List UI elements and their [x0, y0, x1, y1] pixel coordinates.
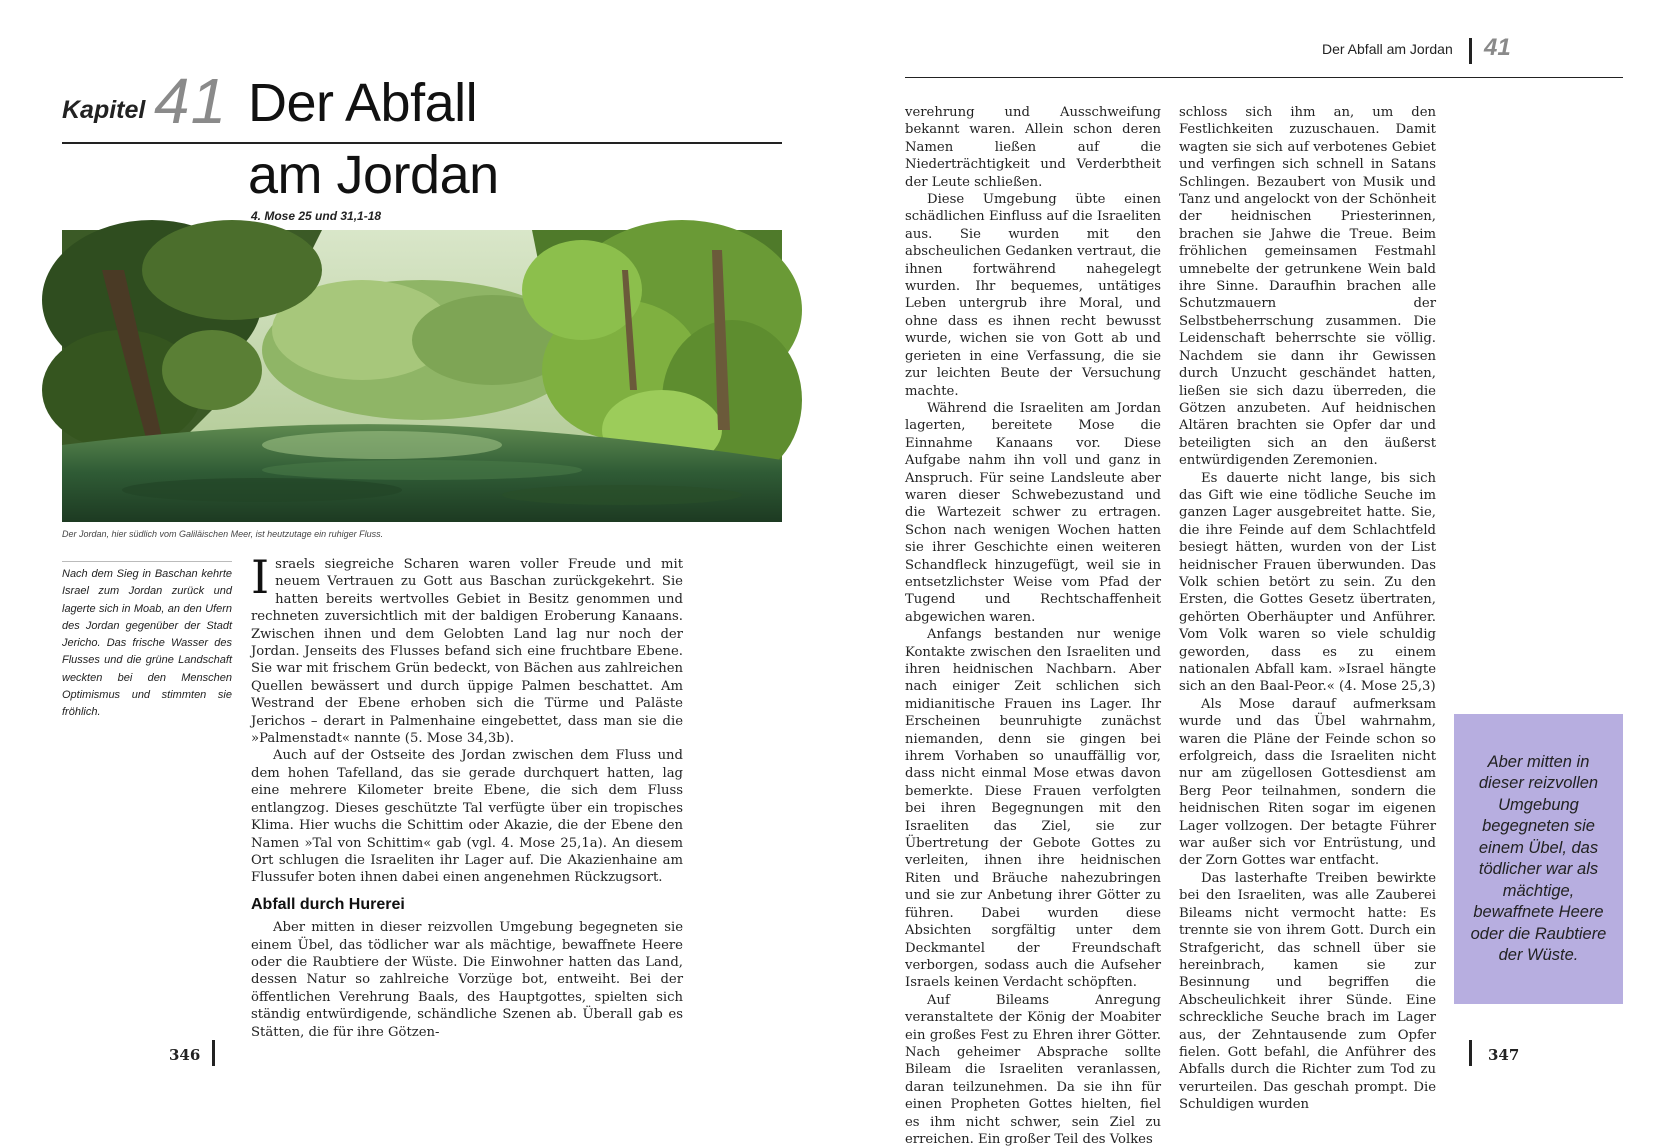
paragraph: schloss sich ihm an, um den Festlichkeiten zuzuschauen. Damit wagten sie sich auf verbotenes Gebiet und verfingen sich schnell in Satans Schlingen. Bezaubert von Musik und Tanz und angelockt von der Schönheit der heidnischen Priesterinnen, brachen sie Jahwe die Treue. Beim fröhlichen gemeinsamen Festmahl umnebelte der getrunkene Wein bald ihre Sinne. Daraufhin brachen alle Schutzmauern der Selbstbeherrschung zusammen. Die Leidenschaft beherrschte sie völlig. Nachdem sie dann ihr Gewissen durch Unzucht geschändet hatten, ließen sie sich dazu überreden, die Götzen anzubeten. Auf heidnischen Altären brachten sie Opfer dar und beteiligten sich an den äußerst entwürdigenden Zeremonien.	[1179, 105, 1436, 469]
chapter-title-line1: Der Abfall	[248, 73, 478, 133]
paragraph: Während die Israeliten am Jordan lagerten, bereitete Mose die Einnahme Kanaans vor. Diese Aufgabe nahm ihn voll und ganz in Anspruch. Für seine Landsleute aber waren dieser Schwebezustand und die Wartezeit schwer zu ertragen. Schon nach wenigen Wochen hatten sie ihrer Geschichte einen weiteren Schandfleck hinzugefügt, weil sie in entsetzlichster Weise vom Pfad der Tugend und Rechtschaffenheit abgewichen waren.	[905, 400, 1161, 625]
paragraph: Das lasterhafte Treiben bewirkte bei den Israeliten, was alle Zauberei Bileams nicht vermocht hatte: Es trennte sie von ihrem Gott. Durch ein Strafgericht, das schnell über sie hereinbrach, kamen sie zur Besinnung und begriffen die Abscheulichkeit ihrer Sünde. Eine schreckliche Seuche brach im Lager aus, der Zehntausende zum Opfer fielen. Gott befahl, die Anführer des Abfalls durch die Richter zum Tod zu verurteilen. Das geschah prompt. Die Schuldigen wurden	[1179, 870, 1436, 1113]
paragraph: verehrung und Ausschweifung bekannt waren. Allein schon deren Namen ließen auf die Niederträchtigkeit und Verderbtheit der Leute schließen.	[905, 105, 1161, 190]
chapter-label: Kapitel	[62, 96, 146, 124]
page-number-left: 346	[169, 1046, 201, 1064]
pull-quote-text: Aber mitten in dieser reizvollen Umgebung begegneten sie einem Übel, das tödlicher war als mächtige, bewaffnete Heere oder die Raubtiere der Wüste.	[1470, 752, 1607, 964]
paragraph: Anfangs bestanden nur wenige Kontakte zwischen den Israeliten und ihren heidnischen Nachbarn. Aber nach einiger Zeit schlichen sich midianitische Frauen ins Lager. Ihr Erscheinen beunruhigte zunächst niemanden, denn sie gingen bei ihrem Vorhaben so unauffällig vor, dass nicht einmal Mose etwas davon bemerkte. Diese Frauen verfolgten bei ihren Begegnungen mit den Israeliten das Ziel, sie zur Übertretung der Gebote Gottes zu verleiten, ihnen ihre heidnischen Riten und Bräuche nahezubringen und sie zur Anbetung ihrer Götter zu führen. Dabei wurden diese Absichten sorgfältig unter dem Deckmantel der Freundschaft verborgen, sodass auch die Aufseher Israels keinen Verdacht schöpften.	[905, 627, 1161, 991]
paragraph: Als Mose darauf aufmerksam wurde und das Übel wahrnahm, waren die Pläne der Feinde schon so erfolgreich, dass die Israeliten nicht nur am zügellosen Gottesdienst am Berg Peor teilnahmen, sondern die heidnischen Riten sogar im eigenen Lager vollzogen. Der betagte Führer war außer sich vor Entrüstung, und der Zorn Gottes war entfacht.	[1179, 696, 1436, 869]
paragraph: Aber mitten in dieser reizvollen Umgebung begegneten sie einem Übel, das tödlicher war als mächtige, bewaffnete Heere oder die Raubtiere der Wüste. Die Einwohner hatten das Land, dessen Natur so zahlreiche Vorzüge bot, entweiht. Bei der öffentlichen Verehrung Baals, des Hauptgottes, spielten sich ständig entwürdigende, schändliche Szenen ab. Überall gab es Stätten, die für ihre Götzen-	[251, 920, 683, 1040]
page-number-right: 347	[1488, 1046, 1520, 1064]
opening-paragraph	[251, 550, 683, 747]
running-head: Der Abfall am Jordan	[1322, 41, 1453, 57]
photo-caption: Der Jordan, hier südlich vom Galiläischen Meer, ist heutzutage ein ruhiger Fluss.	[62, 529, 384, 539]
section-subheading: Abfall durch Hurerei	[251, 895, 405, 913]
page-number-bar	[212, 1040, 215, 1066]
paragraph: Es dauerte nicht lange, bis sich das Gift wie eine tödliche Seuche im ganzen Lager ausgebreitet hatte. Sie, die ihre Feinde auf dem Schlachtfeld besiegt hätten, wurden von der List heidnischer Frauen überwunden. Das Volk schien betört zu sein. Zu den Ersten, die Gottes Gesetz übertraten, gehörten Oberhäupter und Anführer. Vom Volk waren so viele schuldig geworden, dass es zu einem nationalen Abfall kam. »Israel hängte sich an den Baal-Peor.« (4. Mose 25,3)	[1179, 470, 1436, 695]
running-head-bar	[1469, 38, 1472, 64]
chapter-intro: Nach dem Sieg in Baschan kehrte Israel zum Jordan zurück und lagerte sich in Moab, an den Ufern des Jordan gegenüber der Stadt Jericho. Das frische Wasser des Flusses und die grüne Landschaft weckten bei den Menschen Optimismus und stimmten sie fröhlich.	[62, 568, 232, 719]
intro-divider	[62, 561, 232, 562]
running-chapter-number: 41	[1484, 34, 1511, 61]
right-column-1	[905, 104, 1161, 1147]
header-divider	[905, 77, 1623, 78]
paragraph: Auf Bileams Anregung veranstaltete der König der Moabiter ein großes Fest zu Ehren ihrer Götter. Nach geheimer Absprache sollte Bileam die Israeliten veranlassen, daran teilzunehmen. Da sie ihn für einen Propheten Gottes hielten, fiel es ihm nicht schwer, sein Ziel zu erreichen. Ein großer Teil des Volkes	[905, 992, 1161, 1147]
chapter-number: 41	[154, 65, 228, 137]
page-number-bar	[1469, 1040, 1472, 1066]
jordan-river-photo	[62, 230, 782, 522]
chapter-heading	[62, 65, 782, 205]
scripture-reference: 4. Mose 25 und 31,1-18	[251, 209, 382, 223]
paragraph: Diese Umgebung übte einen schädlichen Einfluss auf die Israeliten aus. Sie wurden mit den abscheulichen Gedanken vertraut, die ihnen fortwährend nahegelegt wurden. Ihr bequemes, untätiges Leben untergrub ihre Moral, und ohne dass es ihnen recht bewusst wurde, wichen sie von Gott ab und gerieten in eine Verfassung, die sie zur leichten Beute der Versuchung machte.	[905, 192, 1161, 399]
chapter-title-line2: am Jordan	[248, 145, 499, 205]
left-main-column	[251, 550, 683, 1040]
right-column-2	[1179, 104, 1436, 1113]
drop-cap: I	[251, 550, 270, 604]
pull-quote	[1454, 714, 1623, 1004]
paragraph: Auch auf der Ostseite des Jordan zwischen dem Fluss und dem hohen Tafelland, das sie gerade durchquert hatten, lag eine mehrere Kilometer breite Ebene, die sich dem Fluss entlangzog. Dieses geschützte Tal verfügte über ein tropisches Klima. Hier wuchs die Schittim oder Akazie, die der Ebene den Namen »Tal von Schittim« gab (vgl. 4. Mose 25,1a). An diesem Ort schlugen die Israeliten ihr Lager auf. Die Akazienhaine am Flussufer boten ihnen dabei einen angenehmen Rückzugsort.	[251, 748, 683, 886]
opening-paragraph-text: sraels siegreiche Scharen waren voller Freude und mit neuem Vertrauen zu Gott aus Baschan zurückgekehrt. Sie hatten bereits wertvolles Gebiet in Besitz genommen und rechneten zuversichtlich mit der baldigen Eroberung Kanaans. Zwischen ihnen und dem Gelobten Land lag nur noch der Jordan. Jenseits des Flusses befand sich eine fruchtbare Ebene. Sie war mit frischem Grün bedeckt, von Bächen aus zahlreichen Quellen bewässert und durch üppige Palmen beschattet. Am Westrand der Ebene erhoben sich die Türme und Paläste Jerichos – derart in Palmenhaine eingebettet, dass man sie die »Palmenstadt« nannte (5. Mose 34,3b).	[251, 557, 683, 747]
